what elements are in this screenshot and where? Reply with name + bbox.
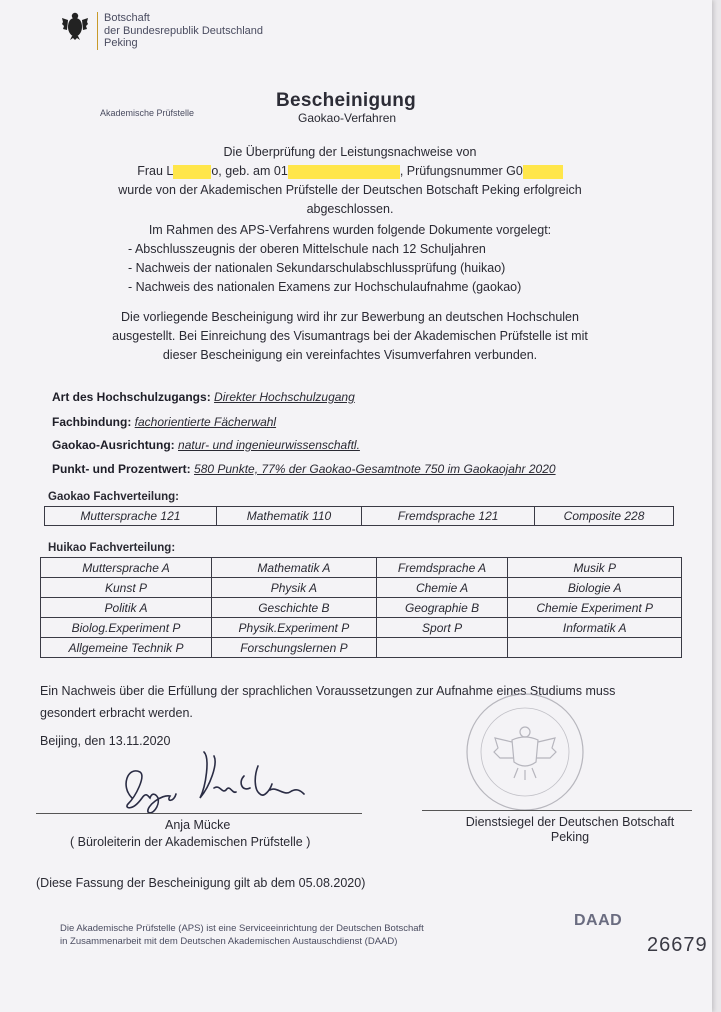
signatory-name: Anja Mücke bbox=[165, 818, 231, 832]
list-item: - Nachweis des nationalen Examens zur Hochschulaufnahme (gaokao) bbox=[128, 278, 521, 297]
intro-name-prefix: Frau L bbox=[137, 164, 174, 178]
documents-list bbox=[128, 240, 521, 297]
seal-line bbox=[422, 810, 692, 811]
document-number: 26679 bbox=[647, 934, 708, 956]
purpose-line-2: ausgestellt. Bei Einreichung des Visumantrags bei der Akademischen Prüfstelle ist mit bbox=[112, 329, 588, 343]
version-note: (Diese Fassung der Bescheinigung gilt ab dem 05.08.2020) bbox=[36, 876, 366, 890]
huikao-table bbox=[40, 557, 682, 658]
table-cell: Informatik A bbox=[508, 618, 682, 638]
table-cell: Politik A bbox=[41, 598, 212, 618]
intro-line-2 bbox=[70, 162, 630, 181]
table-cell: Physik A bbox=[212, 578, 377, 598]
field-label: Art des Hochschulzugangs: bbox=[52, 390, 211, 404]
handwritten-signature bbox=[114, 746, 314, 816]
huikao-heading: Huikao Fachverteilung: bbox=[48, 542, 176, 554]
field-subject-binding bbox=[52, 415, 276, 429]
federal-eagle-icon bbox=[62, 10, 88, 40]
redaction-highlight bbox=[288, 165, 400, 179]
intro-line-4: abgeschlossen. bbox=[306, 202, 394, 216]
table-cell: Biolog.Experiment P bbox=[41, 618, 212, 638]
table-cell: Geschichte B bbox=[212, 598, 377, 618]
footer-line-2: in Zusammenarbeit mit dem Deutschen Akademischen Austauschdienst (DAAD) bbox=[60, 936, 398, 947]
purpose-line-1: Die vorliegende Bescheinigung wird ihr zur Bewerbung an deutschen Hochschulen bbox=[121, 310, 579, 324]
table-cell: Mathematik 110 bbox=[216, 507, 361, 526]
document-subtitle: Gaokao-Verfahren bbox=[298, 111, 397, 125]
field-value: Direkter Hochschulzugang bbox=[214, 390, 355, 404]
table-cell: Allgemeine Technik P bbox=[41, 638, 212, 658]
daad-logo: DAAD bbox=[574, 912, 623, 929]
field-access-type bbox=[52, 390, 355, 404]
signature-line bbox=[36, 813, 362, 814]
table-row bbox=[41, 578, 682, 598]
redaction-highlight bbox=[523, 165, 563, 179]
language-note-line-2: gesondert erbracht werden. bbox=[40, 706, 193, 720]
documents-intro: Im Rahmen des APS-Verfahrens wurden folgende Dokumente vorgelegt: bbox=[148, 223, 552, 237]
table-cell: Musik P bbox=[508, 558, 682, 578]
table-cell: Fremdsprache A bbox=[376, 558, 508, 578]
table-cell: Mathematik A bbox=[212, 558, 377, 578]
table-row bbox=[41, 598, 682, 618]
table-cell: Sport P bbox=[376, 618, 508, 638]
seal-caption bbox=[440, 815, 700, 845]
table-row bbox=[41, 618, 682, 638]
table-row bbox=[41, 558, 682, 578]
signatory-role: ( Büroleiterin der Akademischen Prüfstelle ) bbox=[70, 835, 311, 849]
letterhead-line-2: der Bundesrepublik Deutschland bbox=[104, 24, 263, 37]
intro-block bbox=[70, 143, 630, 219]
document-title: Bescheinigung bbox=[276, 90, 417, 111]
table-cell: Biologie A bbox=[508, 578, 682, 598]
gaokao-table bbox=[44, 506, 674, 526]
footer bbox=[60, 922, 424, 948]
letterhead bbox=[97, 12, 263, 50]
table-row bbox=[41, 638, 682, 658]
field-label: Punkt- und Prozentwert: bbox=[52, 462, 191, 476]
field-gaokao-direction bbox=[52, 438, 360, 452]
table-cell: Physik.Experiment P bbox=[212, 618, 377, 638]
footer-line-1: Die Akademische Prüfstelle (APS) ist eine Serviceeinrichtung der Deutschen Botschaft bbox=[60, 923, 424, 934]
seal-caption-line-1: Dienstsiegel der Deutschen Botschaft bbox=[465, 815, 675, 829]
field-value: natur- und ingenieurwissenschaftl. bbox=[178, 438, 360, 452]
table-cell: Geographie B bbox=[376, 598, 508, 618]
department-label: Akademische Prüfstelle bbox=[100, 108, 195, 118]
official-seal-icon bbox=[450, 692, 600, 812]
table-cell: Composite 228 bbox=[535, 507, 674, 526]
field-value: fachorientierte Fächerwahl bbox=[134, 415, 277, 429]
purpose-line-3: dieser Bescheinigung ein vereinfachtes Visumverfahren verbunden. bbox=[162, 348, 538, 362]
letterhead-line-1: Botschaft bbox=[104, 12, 150, 24]
table-cell: Forschungslernen P bbox=[212, 638, 377, 658]
seal-caption-line-2: Peking bbox=[550, 830, 590, 844]
intro-exam-number-prefix: , Prüfungsnummer G0 bbox=[399, 164, 523, 178]
table-row bbox=[45, 507, 674, 526]
field-label: Fachbindung: bbox=[52, 415, 132, 429]
table-cell: Muttersprache 121 bbox=[45, 507, 217, 526]
table-cell: Chemie A bbox=[376, 578, 508, 598]
list-item: - Abschlusszeugnis der oberen Mittelschule nach 12 Schuljahren bbox=[128, 240, 521, 259]
redaction-highlight bbox=[173, 165, 211, 179]
field-score bbox=[52, 462, 556, 476]
intro-line-1: Die Überprüfung der Leistungsnachweise von bbox=[223, 145, 477, 159]
intro-line-3: wurde von der Akademischen Prüfstelle der Deutschen Botschaft Peking erfolgreich bbox=[118, 183, 582, 197]
field-label: Gaokao-Ausrichtung: bbox=[52, 438, 175, 452]
table-cell bbox=[508, 638, 682, 658]
table-cell: Kunst P bbox=[41, 578, 212, 598]
field-value: 580 Punkte, 77% der Gaokao-Gesamtnote 750 im Gaokaojahr 2020 bbox=[194, 462, 556, 476]
list-item: - Nachweis der nationalen Sekundarschulabschlussprüfung (huikao) bbox=[128, 259, 521, 278]
purpose-paragraph bbox=[70, 308, 630, 365]
place-date: Beijing, den 13.11.2020 bbox=[40, 734, 171, 748]
table-cell: Muttersprache A bbox=[41, 558, 212, 578]
table-cell: Fremdsprache 121 bbox=[362, 507, 535, 526]
intro-birth-prefix: o, geb. am 01 bbox=[211, 164, 288, 178]
gaokao-heading: Gaokao Fachverteilung: bbox=[48, 491, 180, 503]
table-cell bbox=[376, 638, 508, 658]
table-cell: Chemie Experiment P bbox=[508, 598, 682, 618]
language-note-line-1: Ein Nachweis über die Erfüllung der sprachlichen Voraussetzungen zur Aufnahme eines Studiums muss bbox=[40, 684, 616, 698]
letterhead-line-3: Peking bbox=[104, 37, 138, 49]
